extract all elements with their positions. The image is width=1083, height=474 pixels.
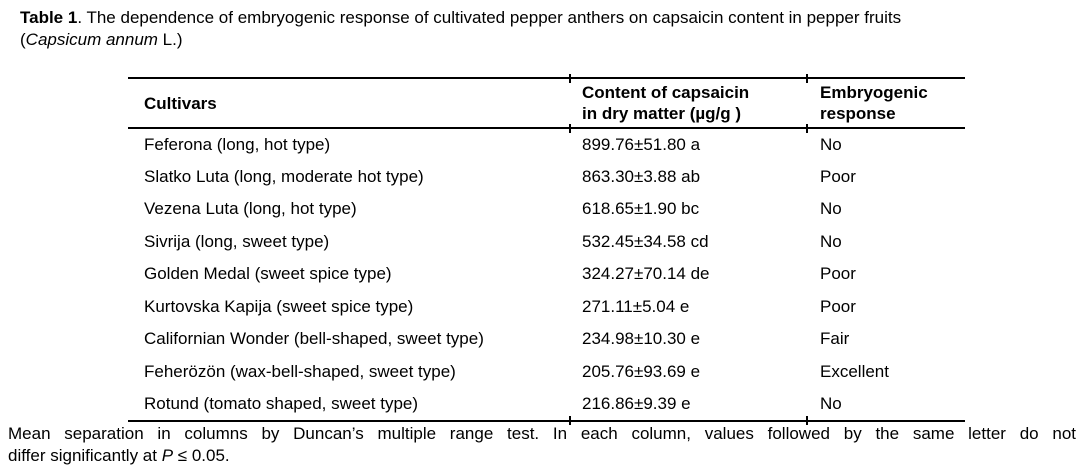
header-cultivars: Cultivars [144, 93, 217, 113]
data-table-wrapper [128, 77, 965, 422]
species-paren: ( [20, 30, 26, 49]
footnote-line-1: Mean separation in columns by Duncan’s multiple range test. In each column, values followed by the same letter do not [8, 424, 1076, 443]
cultivar-cell: Feherözön (wax-bell-shaped, sweet type) [144, 361, 456, 381]
cultivar-cell: Vezena Luta (long, hot type) [144, 199, 357, 219]
capsaicin-cell: 324.27±70.14 de [582, 264, 710, 284]
header-embryogenic-response: Embryogenic response [820, 83, 928, 123]
cultivar-cell: Sivrija (long, sweet type) [144, 231, 330, 251]
cultivar-cell: Kurtovska Kapija (sweet spice type) [144, 296, 414, 316]
species-name: Capsicum annum [25, 30, 158, 49]
table-caption [20, 7, 1072, 51]
table-number-label: Table 1 [20, 8, 78, 27]
cultivar-cell: Feferona (long, hot type) [144, 134, 331, 154]
caption-text: . The dependence of embryogenic response of cultivated pepper anthers on capsaicin content in pepper fruits [77, 8, 902, 27]
cultivar-cell: Golden Medal (sweet spice type) [144, 264, 392, 284]
species-authority: L.) [157, 30, 183, 49]
footnote-line-2 [8, 445, 1076, 467]
p-value-symbol: P [161, 445, 174, 465]
table-footnote [8, 423, 1076, 466]
header-row [128, 78, 965, 128]
response-cell: No [820, 231, 842, 251]
table-row [128, 193, 965, 226]
capsaicin-cell: 205.76±93.69 e [582, 361, 701, 381]
response-cell: Poor [820, 264, 856, 284]
response-cell: Excellent [820, 361, 889, 381]
capsaicin-cell: 271.11±5.04 e [582, 296, 690, 316]
response-cell: Poor [820, 166, 856, 186]
response-cell: Poor [820, 296, 856, 316]
response-cell: No [820, 393, 842, 413]
capsaicin-cell: 234.98±10.30 e [582, 329, 701, 349]
table-row [128, 291, 965, 324]
capsaicin-cell: 863.30±3.88 ab [582, 166, 701, 186]
footnote-threshold: ≤ 0.05. [173, 445, 230, 465]
table-row [128, 128, 965, 161]
column-rule-tick [569, 74, 571, 83]
capsaicin-cell: 532.45±34.58 cd [582, 231, 709, 251]
table-row [128, 226, 965, 259]
response-cell: No [820, 134, 842, 154]
footnote-text: differ significantly at [8, 445, 162, 465]
cultivar-cell: Rotund (tomato shaped, sweet type) [144, 393, 419, 413]
capsaicin-cell: 899.76±51.80 a [582, 134, 701, 154]
column-rule-tick [806, 74, 808, 83]
cultivar-cell: Californian Wonder (bell-shaped, sweet type) [144, 329, 484, 349]
capsaicin-cell: 216.86±9.39 e [582, 393, 691, 413]
cultivar-cell: Slatko Luta (long, moderate hot type) [144, 166, 424, 186]
column-rule-tick [569, 124, 571, 133]
capsaicin-cell: 618.65±1.90 bc [582, 199, 700, 219]
table-row [128, 161, 965, 194]
table-row [128, 258, 965, 291]
response-cell: Fair [820, 329, 850, 349]
header-capsaicin-content: Content of capsaicin in dry matter (µg/g ) [582, 83, 750, 123]
response-cell: No [820, 199, 842, 219]
table-row [128, 323, 965, 356]
table-row [128, 356, 965, 389]
caption-line-2 [20, 29, 1072, 51]
caption-line-1 [20, 7, 1072, 29]
column-rule-tick [806, 124, 808, 133]
capsaicin-table [128, 77, 965, 422]
table-row [128, 388, 965, 421]
